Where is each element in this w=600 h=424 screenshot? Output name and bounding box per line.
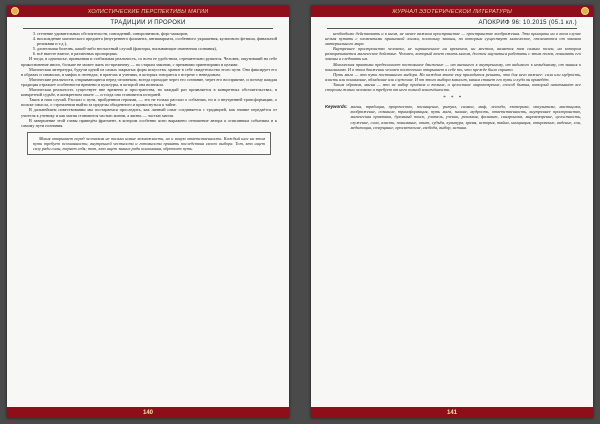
paragraph: Таков и наш случай. Рассказ о пути, пройденном героями, — это не только рассказ о событиях, но и о внутренней трансформации, о поиске смысла, о стремлении выйти за пределы обыденного и прикоснуться к тайне.	[21, 97, 277, 108]
left-page	[7, 6, 289, 418]
quote-box	[27, 132, 271, 155]
right-page-number: 141	[446, 409, 457, 416]
list-item: 5. длительная болезнь, какой-либо несчастный случай (факторы, вызывающие изменения сознания),	[37, 46, 277, 51]
right-header-band	[311, 6, 593, 17]
right-page	[311, 6, 593, 418]
list-item: 6. всё вместе взятое, в различных пропорциях.	[37, 51, 277, 56]
keywords-text: магия, традиция, пророчество, посвящение, ритуал, символ, миф, легенда, эзотерика, оккультизм, мистицизм, воображение, сознание, трансформация, путь мага, знание, мудрость, ответственность, внутреннее пространство, магическая практика, духовный поиск, учитель, ученик, реликвия, фолиант, синхронизм, мировоззрение, целостность, служение, сила, власть, понимание, опыт, судьба, культура, время, история, тайна, инициация, откровение, видение, сон, медитация, созерцание, просветление, свобода, выбор, истина.	[350, 104, 581, 130]
paragraph: В завершение этой главы приведём фрагмент, в котором особенно ясно выражено отношение автора к описанным событиям и к самому пути познания.	[21, 117, 277, 128]
list-item: 4. нисхождение магического предмета (внутреннего фолианта, антиквариата, особенного украшения, культового фетиша, финальной реликвии и т.д.),	[37, 36, 277, 46]
paragraph: необходимо действовать и в ином, не менее важном пространстве — пространстве воображения. Эти принципы ни в коем случае нельзя путать с элементами привычной логики, поскольку законы, по которым существует магическое, отличаются от законов материального мира.	[325, 31, 581, 47]
keywords-label: Keywords:	[325, 104, 348, 110]
right-section-title: АПОКРИФ 96: 10.2015 (05.1 кл.)	[478, 20, 577, 26]
paragraph: Таким образом, магия — это не набор приёмов и техник, а целостное мировоззрение, способ бытия, который охватывает все стороны жизни человека и требует от него полной вовлечённости.	[325, 81, 581, 93]
paragraph: И тогда, в одночасье, привычная и стабильная реальность, со всем ее удобством, стремительно рушится. Человек, ощутивший на себе прикосновение иного, больше не может жить по-прежнему — по старым законам, с прежними ориентирами и целями.	[21, 56, 277, 67]
left-running-header: ХОЛИСТИЧЕСКИЕ ПЕРСПЕКТИВЫ МАГИИ	[87, 8, 209, 15]
quote-text: Магия открывает перед человеком не только новые возможности, но и новую ответственность. Каждый шаг на этом пути требует осознанности, внутренней честности и готовности принять последствия своего выбора. Тот, кто ищет силу ради силы, теряет себя; тот, кто ищет знание ради понимания, обретает путь.	[33, 135, 265, 151]
paragraph: Магическая реальность существует вне времени и пространства, но каждый раз проявляется в конкретных обстоятельствах, в конкретной судьбе, в конкретном опыте — и тогда она становится историей.	[21, 87, 277, 98]
keywords-block	[325, 104, 581, 129]
paragraph: Путь мага — это путь постоянного выбора. На каждом этапе ему приходится решать, что для него важнее: сила или мудрость, власть или понимание, обладание или служение. И от этого выбора зависит, каким станет его путь и куда он приведёт.	[325, 71, 581, 82]
left-divider	[23, 28, 273, 29]
left-header-band	[7, 6, 289, 17]
paragraph: Магические реальности, открывающиеся перед человеком, всегда проходят через его сознание, через его восприятие, и потому каждая традиция отражает особенности времени и культуры, в которой она возникла.	[21, 76, 277, 87]
left-page-number: 140	[142, 409, 153, 416]
right-divider	[327, 28, 577, 29]
left-footer-band	[7, 407, 289, 418]
journal-logo-icon	[11, 7, 19, 15]
paragraph: Магическая практика предполагает постоянное движение — от внешнего к внутреннему, от видимого к невидимому, от знания к пониманию. И в этом движении человек постепенно открывает в себе то, что прежде было скрыто.	[325, 61, 581, 72]
paragraph: В дальнейшем повествовании мы постараемся проследить, как личный опыт соединяется с традицией, как знание передаётся от учителя к ученику и как магия становится частью жизни, а жизнь — частью магии.	[21, 107, 277, 118]
right-running-header: ЖУРНАЛ ЭЗОТЕРИЧЕСКОЙ ЛИТЕРАТУРЫ	[391, 8, 513, 15]
left-section-title: ТРАДИЦИИ И ПРОРОКИ	[110, 20, 186, 26]
journal-logo-icon	[581, 7, 589, 15]
left-numbered-list	[21, 31, 277, 56]
right-footer-band	[311, 407, 593, 418]
paragraph: Внутреннее пространство человека, не ограниченное ни временем, ни местом, является тем самым полем, на котором разворачивается магическое действие. Человек, который хочет стать магом, должен научиться работать с этим полем, понимать его законы и следовать им.	[325, 46, 581, 62]
left-body-text	[21, 31, 277, 403]
paragraph: Магическая литература, будучи одной из самых закрытых форм искусства, хранит в себе свидетельства этого пути. Она фиксирует его в образах и символах, в мифах и легендах, в притчах и учениях, в которых говорится о встрече с неведомым.	[21, 66, 277, 77]
right-body-text	[325, 31, 581, 403]
section-separator: * * *	[443, 96, 463, 102]
list-item: 3. стечение удивительных обстоятельств, совпадений, синхронизмов, форс-мажоров,	[37, 31, 277, 36]
